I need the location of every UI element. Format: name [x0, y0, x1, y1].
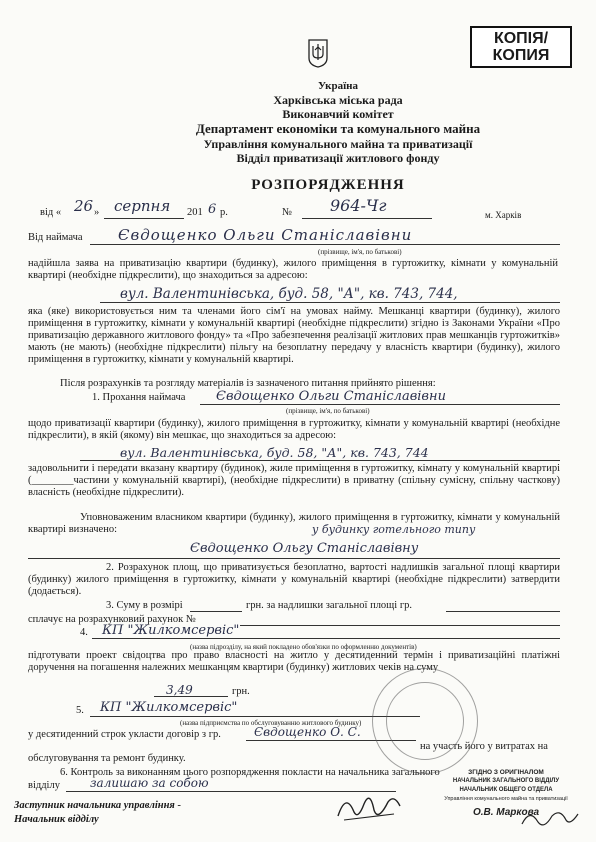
paragraph-owner: Уповноваженим власником квартири (будинку), жилого приміщення в гуртожитку, кімнати у комунальній квартирі визначено:: [28, 512, 560, 535]
official-seal-inner: [386, 682, 464, 760]
item3-surplus-line: [446, 611, 560, 612]
certification-stamp-line5: О.В. Маркова: [472, 807, 540, 818]
owner-name: Євдощенко Ольгу Станіславівну: [190, 541, 419, 556]
contract-name: Євдощенко О. С.: [254, 725, 361, 739]
certification-signature-icon: [520, 806, 580, 832]
item5-line: [90, 716, 420, 717]
address-2: вул. Валентинівська, буд. 58, "А", кв. 743, 744: [120, 445, 429, 460]
certification-stamp-line4: Управління комунального майна та приватизації: [444, 796, 568, 802]
item5-organization: КП "Жилкомсервіс": [100, 700, 238, 715]
tenant-name: Євдощенко Ольги Станіславівни: [118, 226, 413, 244]
date-year-prefix: 201: [187, 207, 203, 218]
item3-sum-label: 3. Суму в розмірі: [106, 600, 183, 611]
paragraph-occupancy: яка (яке) використовується ним та членами його сім'ї на умовах найму. Мешканці квартири (будинку), жилого приміщення в гуртожитку, кімнати у комунальній квартирі (необхідне підкреслити) згідно із Законами України «Про приватизацію державного житлового фонду» та «Про забезпечення реалізації житлових прав мешканців гуртожитків» мають (не мають) (необхідне підкреслити) пільгу на безоплатну передачу у власність квартири (будинку), жилого приміщення в гуртожитку, кімнати у комунальній квартирі.: [28, 306, 560, 365]
item5-caption: (назва підприємства по обслуговуванню житлового будинку): [180, 719, 362, 727]
order-number-line: [302, 218, 432, 219]
item3-account-line: [240, 625, 560, 626]
item6-department: відділу: [28, 780, 60, 791]
item5-number: 5.: [76, 705, 84, 716]
item3-sum-line: [190, 611, 242, 612]
paragraph-privatization: щодо приватизації квартири (будинку), жилого приміщення в гуртожитку, кімнати у комунальній квартирі (необхідне підкреслити), в якій (якому) він мешкає, що знаходиться за адресою:: [28, 418, 560, 441]
item6-control: 6. Контроль за виконанням цього розпорядження покласти на начальника загального: [60, 767, 440, 778]
certification-stamp-line1: ЗГІДНО З ОРИГІНАЛОМ: [468, 769, 544, 776]
footer-role2: Начальник відділу: [14, 814, 99, 825]
item3-surplus-label: грн. за надлишки загальної площі гр.: [246, 600, 412, 611]
copy-stamp-line2: КОПИЯ: [492, 47, 550, 64]
date-number-label: №: [282, 207, 293, 218]
date-month: серпня: [114, 197, 171, 215]
signature-icon: [334, 786, 404, 826]
item3-account-label: сплачує на розрахунковий рахунок №: [28, 614, 196, 625]
header-line5: Управління комунального майна та приватизації: [203, 137, 473, 151]
tenant-label: Від наймача: [28, 232, 83, 243]
certificate-sum-line: [154, 696, 228, 697]
paragraph-contract-rest: на участь його у витратах на обслуговування та ремонт будинку.: [28, 741, 548, 764]
item1-name-line: [200, 404, 560, 405]
header-line6: Відділ приватизації житлового фонду: [236, 151, 440, 165]
address-2-line: [80, 460, 560, 461]
item4-line: [92, 638, 560, 639]
copy-stamp-line1: КОПІЯ/: [493, 30, 549, 47]
item4-number: 4.: [80, 627, 88, 638]
header-line2: Харківська міська рада: [273, 93, 403, 107]
item1-name: Євдощенко Ольги Станіславівни: [216, 389, 446, 404]
paragraph-certificate: підготувати проект свідоцтва про право власності на житло у десятиденний термін і приватизаційні платіжні доручення на погашення належних мешканцям квартири (будинку) житлових чеків на суму: [28, 650, 560, 673]
date-mid: »: [94, 207, 100, 218]
date-day: 26: [74, 197, 94, 215]
address-1-line: [100, 302, 560, 303]
coat-of-arms-icon: [307, 38, 329, 68]
paragraph-contract: у десятиденний строк укласти договір з гр.: [28, 729, 221, 740]
order-number: 964-Чг: [330, 196, 387, 215]
owner-line: [28, 558, 560, 559]
date-year-digit: 6: [208, 202, 217, 217]
address-1: вул. Валентинівська, буд. 58, "А", кв. 743, 744,: [120, 286, 458, 302]
item1-caption: (прізвище, ім'я, по батькові): [286, 407, 370, 415]
item6-note: залишаю за собою: [90, 776, 209, 790]
certificate-sum: 3,49: [166, 683, 193, 697]
header-line4: Департамент економіки та комунального майна: [195, 121, 481, 136]
paragraph-transfer: задовольнити і передати вказану квартиру (будинок), жиле приміщення в гуртожитку, кімнату у комунальній квартирі (________частини у комунальній квартирі), (необхідне підкреслити) в приватну (спільну сумісну, спільну часткову) власність (необхідне підкреслити).: [28, 463, 560, 498]
header-line1: Україна: [317, 80, 359, 92]
item1-label: 1. Прохання наймача: [92, 392, 186, 403]
certification-stamp-line3: НАЧАЛЬНИК ОБЩЕГО ОТДЕЛА: [459, 787, 553, 793]
date-year-suffix: р.: [220, 207, 228, 218]
tenant-name-line: [90, 244, 560, 245]
copy-stamp: [470, 26, 572, 68]
certification-stamp-line2: НАЧАЛЬНИК ЗАГАЛЬНОГО ВІДДІЛУ: [452, 778, 560, 784]
header-line3: Виконавчий комітет: [282, 107, 394, 121]
date-prefix: від «: [40, 207, 62, 218]
date-row: [40, 196, 560, 222]
date-city: м. Харків: [485, 210, 522, 220]
paragraph-decision: Після розрахунків та розгляду матеріалів із зазначеного питання прийнято рішення:: [60, 378, 436, 389]
item2-area-calculation: 2. Розрахунок площ, що приватизується безоплатно, вартості надлишків загальної площі квартири (будинку) жилого приміщення в гуртожитку, кімнати у комунальній квартирі (необхідне підкреслити) затвердити (додається).: [28, 562, 560, 597]
certificate-sum-unit: грн.: [232, 686, 250, 697]
item4-organization: КП "Жилкомсервіс": [102, 623, 240, 638]
item4-caption: (назва підрозділу, на який покладено обов'язки по оформленню документів): [190, 643, 417, 651]
date-month-line: [104, 218, 184, 219]
tenant-caption: (прізвище, ім'я, по батькові): [318, 248, 402, 256]
document-title: РОЗПОРЯДЖЕННЯ: [251, 177, 405, 193]
footer-role1: Заступник начальника управління -: [14, 800, 181, 811]
owner-building-type: у будинку готельного типу: [312, 523, 476, 536]
paragraph-application: надійшла заява на приватизацію квартири (будинку), жилого приміщення в гуртожитку, кімнати у комунальній квартирі (необхідне підкреслити), що знаходиться за адресою:: [28, 258, 558, 281]
